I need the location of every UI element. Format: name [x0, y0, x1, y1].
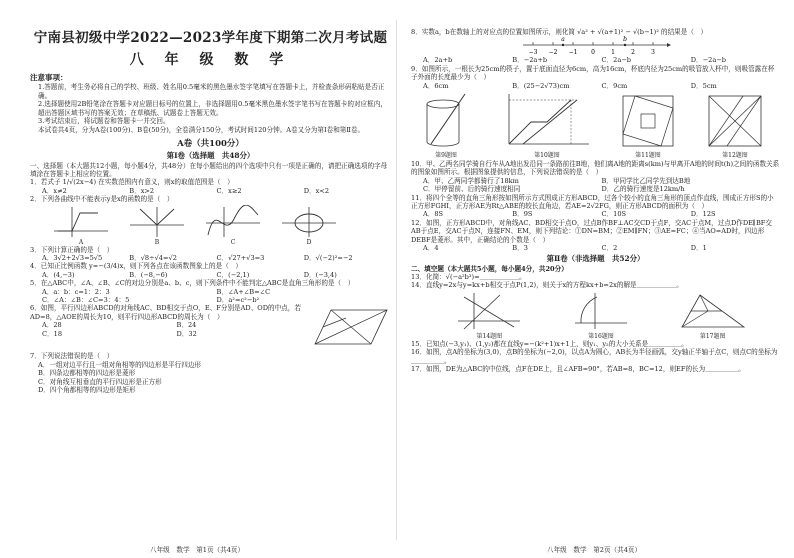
- figure-10-caption: 第10题图: [534, 152, 560, 160]
- option-a: A．28: [42, 321, 62, 330]
- number-line-tick-label: −1: [568, 49, 578, 57]
- question-4-options: [30, 271, 391, 279]
- question-1: 1．若式子 1/√(2x−4) 在实数范围内有意义，则x的取值范围是（ ）: [30, 178, 234, 187]
- option-c: C．10S: [601, 210, 627, 219]
- figure-12: [703, 92, 767, 159]
- question-6-parallelogram-figure: [311, 304, 391, 352]
- note-3: 3.考试结束后，将试题卷和答题卡一并交回。: [38, 117, 170, 126]
- figure-16-caption: 第16题图: [588, 332, 614, 340]
- footer-page-1: 八年级 数学 第1页（共4页）: [150, 546, 245, 554]
- arc-figure: [571, 291, 631, 331]
- question-1-options: [30, 187, 391, 195]
- option-a: A．6cm: [423, 81, 449, 90]
- option-d: D．√(−2)²=−2: [303, 254, 353, 262]
- graph-b-figure: [126, 205, 188, 239]
- question-13: 13．化简：√(−a²b³)=＿＿＿＿＿＿。: [411, 272, 526, 281]
- figure-9-caption: 第9题图: [435, 152, 457, 160]
- question-6-options-row2: [30, 330, 311, 338]
- option-a: A．(4,−3): [42, 270, 75, 279]
- option-c: C．甲停留前、后的骑行速度相同: [423, 185, 521, 194]
- option-a: A．甲、乙两同学都骑行了18km: [423, 176, 519, 185]
- option-c: C．√27+√3=3: [216, 254, 265, 262]
- page-2: [397, 0, 794, 558]
- question-10-options-row2: [411, 185, 780, 193]
- option-d: D．(−3,4): [303, 270, 337, 279]
- option-b: B．甲同学比乙同学先到达B地: [601, 176, 691, 185]
- graph-c: [202, 205, 264, 246]
- option-b: B．(−8,−6): [129, 270, 168, 279]
- option-a: A．a：b：c=1：2：3: [42, 287, 110, 296]
- pinwheel-square-figure: [619, 92, 677, 150]
- question-8-options: [411, 56, 780, 64]
- question-12: 12．如图，正方形ABCD中，对角线AC、BD相交于点O，过点B作BF⊥AC交CD于点F，交AC于点M，过点D作DE∥BF交AB于点E，交AC于点N，连接FN、EM，则下列结论：①DN=BM；②EM∥FN；③AE=FC；④当AO=AD时，四边形DEBF是菱形。其中，正确结论的个数是（ ）: [411, 218, 772, 244]
- question-6-options-row1: [30, 321, 311, 329]
- option-d: D．−2a−b: [690, 56, 727, 65]
- question-7-item-a: A．一组对边平行且一组对角相等的四边形是平行四边形: [38, 360, 202, 369]
- figure-17: [678, 291, 748, 340]
- option-b: B．√8÷√4=√2: [129, 254, 177, 262]
- fill-intro: 二、填空题（本大题共5小题，每小题4分，共20分）: [411, 264, 568, 273]
- question-15: 15．已知点(−3,y₁)、(1,y₂)都在直线y=−(k²+1)x+1上，则y₁、y₂的大小关系是＿＿＿＿＿。: [411, 339, 688, 348]
- notes-heading: 注意事项：: [30, 73, 68, 82]
- footer-page-2: 八年级 数学 第2页（共4页）: [547, 546, 642, 554]
- option-b: B．9S: [512, 210, 533, 219]
- question-11: 11．将四个全等的直角三角形按如图所示方式围成正方形ABCD，过各个较小的直角三角形的顶点作直线，围成正方形S的小正方形FGHI，正方形AE为Rt△ABE的较长直角边，若AE=2√2FG，则正方形ABCD的面积为（ ）: [411, 193, 774, 211]
- number-line-tick-label: −2: [548, 49, 558, 57]
- number-line-tick-label: 2: [631, 49, 635, 57]
- choice-intro: 一、选择题（本大题共12小题，每小题4分，共48分）在每小题给出的四个选项中只有一项是正确的，请把正确选项的字母填涂在答题卡上相应的位置。: [30, 161, 388, 178]
- option-b: B．−2a+b: [512, 56, 548, 65]
- question-8: 8．实数a，b在数轴上的对应点的位置如图所示，则化简 √a² + √(a+1)² − √(b−1)² 的结果是（ ）: [411, 28, 708, 36]
- graph-c-label: C: [230, 238, 236, 246]
- graph-d-figure: [278, 205, 340, 239]
- number-line-tick-label: 3: [651, 49, 655, 57]
- option-b: B．24: [176, 321, 197, 330]
- figure-9: [417, 92, 475, 159]
- question-6-text-col: [30, 304, 311, 352]
- question-2-graphs: [50, 205, 391, 246]
- question-10: 10．甲、乙两名同学骑自行车从A地出发沿同一条路前往B地，他们离A地的距离s(km)与甲离开A地的时间t(h)之间的函数关系的图象如图所示。根据图象提供的信息，下列说法错误的是（ ）: [411, 160, 780, 177]
- question-4: 4．已知正比例函数 y=−(3/4)x，则下列各点在该函数图象上的是（ ）: [30, 262, 242, 271]
- question-5: 5．在△ABC中，∠A、∠B、∠C的对边分别是a、b、c，则下列条件中不能判定△ABC是直角三角形的是（ ）: [30, 279, 355, 288]
- question-7-item-d: D．四个角都相等的四边形是矩形: [38, 386, 136, 395]
- note-1: 1.答题前，考生务必将自己的学校、班级、姓名用0.5毫米的黑色墨水签字笔填写在答题卡上，并检查条形码粘贴是否正确。: [38, 83, 385, 100]
- option-b: B．(25−2√73)cm: [512, 81, 570, 90]
- number-line-point: [562, 44, 564, 46]
- graph-d-label: D: [306, 238, 312, 246]
- section-a-title: A卷（共100分）: [177, 138, 244, 149]
- number-line-figure: [521, 36, 671, 56]
- option-c: C．x≥2: [216, 186, 242, 195]
- figure-14-caption: 第14题图: [476, 332, 503, 340]
- graph-d: [278, 205, 340, 246]
- graph-a-figure: [50, 205, 112, 239]
- number-line-point-label: b: [623, 36, 627, 44]
- question-9: 9．如图所示，一根长为25cm的筷子，置于底面直径为6cm，高为16cm，杯底内径为25cm的吸管放入杯中，则吸管露在杯子外面的长度最少为（ ）: [411, 64, 775, 82]
- figure-11-caption: 第11题图: [635, 152, 661, 160]
- midline-triangle-figure: [678, 291, 748, 331]
- note-2: 2.选择题使用2B铅笔涂在答题卡对应题目标号的位置上，非选择题用0.5毫米黑色墨水签字笔书写在答题卡的对应框内，超出答题区域书写的答案无效；在草稿纸、试题卷上答题无效。: [38, 100, 387, 117]
- question-3: 3．下列计算正确的是（ ）: [30, 245, 114, 254]
- question-6: 6．如图，平行四边形ABCD的对角线AC、BD相交于点O，E、F分别是AD、OD的中点，若AD=8，△AOE的周长为10，则平行四边形ABCD的周长为（ ）: [30, 304, 301, 321]
- option-d: D．12S: [690, 210, 716, 219]
- graph-a-label: A: [78, 238, 84, 246]
- question-7-item-c: C．对角线互相垂直的平行四边形是正方形: [38, 377, 162, 386]
- option-c: C．2a−b: [601, 56, 632, 65]
- graph-b-label: B: [154, 238, 160, 246]
- cup-figure: [417, 92, 475, 150]
- question-16: 16．如图，点A的坐标为(3,0)，点B的坐标为(−2,0)，以点A为圆心，AB长为半径画弧，交y轴正半轴于点C，则点C的坐标为＿＿＿＿＿。: [411, 348, 778, 365]
- question-17: 17．如图，DE为△ABC的中位线，点F在DE上，且∠AFB=90°，若AB=8，BC=12，则EF的长为＿＿＿＿＿。: [411, 364, 745, 373]
- graph-a: [50, 205, 112, 246]
- graph-b: [126, 205, 188, 246]
- exam-subject: 八 年 级 数 学: [129, 52, 292, 68]
- question-11-options: [411, 210, 780, 218]
- square-diagonals-figure: [703, 92, 767, 150]
- number-line-point-label: a: [561, 36, 565, 44]
- option-d: D．32: [176, 329, 197, 338]
- figure-17-caption: 第17题图: [699, 332, 726, 340]
- option-d: D．5cm: [690, 81, 717, 90]
- question-7-item-b: B．四条边都相等的四边形是菱形: [38, 369, 136, 378]
- option-c: C．2: [601, 244, 618, 253]
- question-2: 2．下列各曲线中不能表示y是x的函数的是（ ）: [30, 195, 174, 204]
- graph-c-figure: [202, 205, 264, 239]
- figures-row-2: [431, 291, 771, 340]
- exam-title: 宁南县初级中学2022—2023学年度下期第二次月考试题: [33, 30, 388, 46]
- option-c: C．(−2,1): [216, 270, 250, 279]
- option-a: A．8S: [423, 210, 444, 219]
- option-d: D．x<2: [303, 186, 330, 195]
- figures-row-1: [417, 92, 767, 159]
- number-line-point: [624, 44, 626, 46]
- option-a: A．4: [423, 244, 439, 253]
- part-1-title: 第Ⅰ卷（选择题 共48分）: [166, 150, 255, 160]
- figure-16: [571, 291, 631, 340]
- question-5-options-row1: [30, 288, 391, 296]
- option-a: A．x≠2: [42, 186, 67, 195]
- question-7: 7．下列说法错误的是（ ）: [30, 352, 114, 361]
- figure-11: [619, 92, 677, 159]
- question-14: 14．直线y=2x与y=kx+b相交于点P(1,2)，则关于x的方程kx+b=2x的解是＿＿＿＿＿＿。: [411, 281, 683, 290]
- note-4: 本试卷共4页，分为A卷(100分)、B卷(50分)，全卷满分150分，考试时间120分钟。A卷又分为第Ⅰ卷和第Ⅱ卷。: [38, 125, 365, 134]
- option-d: D．a²=c²−b²: [216, 296, 260, 305]
- number-line-tick-label: 0: [591, 49, 595, 57]
- option-d: D．乙的骑行速度是12km/h: [601, 185, 685, 194]
- option-c: C．18: [42, 329, 63, 338]
- two-lines-figure: [454, 291, 524, 331]
- figure-12-caption: 第12题图: [722, 152, 748, 160]
- option-b: B．x>2: [129, 186, 155, 195]
- option-a: A．2a+b: [423, 56, 453, 65]
- figure-14: [454, 291, 524, 340]
- question-9-options: [411, 82, 780, 90]
- option-b: B．3: [512, 244, 528, 253]
- option-c: C．9cm: [601, 81, 628, 90]
- number-line-tick-label: 1: [611, 49, 615, 57]
- option-c: C．∠A：∠B：∠C=3：4：5: [42, 296, 130, 305]
- distance-time-graph: [501, 92, 593, 150]
- option-d: D．1: [690, 244, 707, 253]
- part-2-title: 第Ⅱ卷（非选择题 共52分）: [546, 253, 645, 263]
- option-a: A．3√2+2√3=5√5: [42, 254, 103, 262]
- question-10-options-row1: [411, 177, 780, 185]
- option-b: B．∠A+∠B=∠C: [216, 287, 271, 296]
- number-line-tick-label: −3: [528, 49, 538, 57]
- question-6-block: [30, 304, 391, 352]
- figure-10: [501, 92, 593, 159]
- question-12-options: [411, 244, 780, 252]
